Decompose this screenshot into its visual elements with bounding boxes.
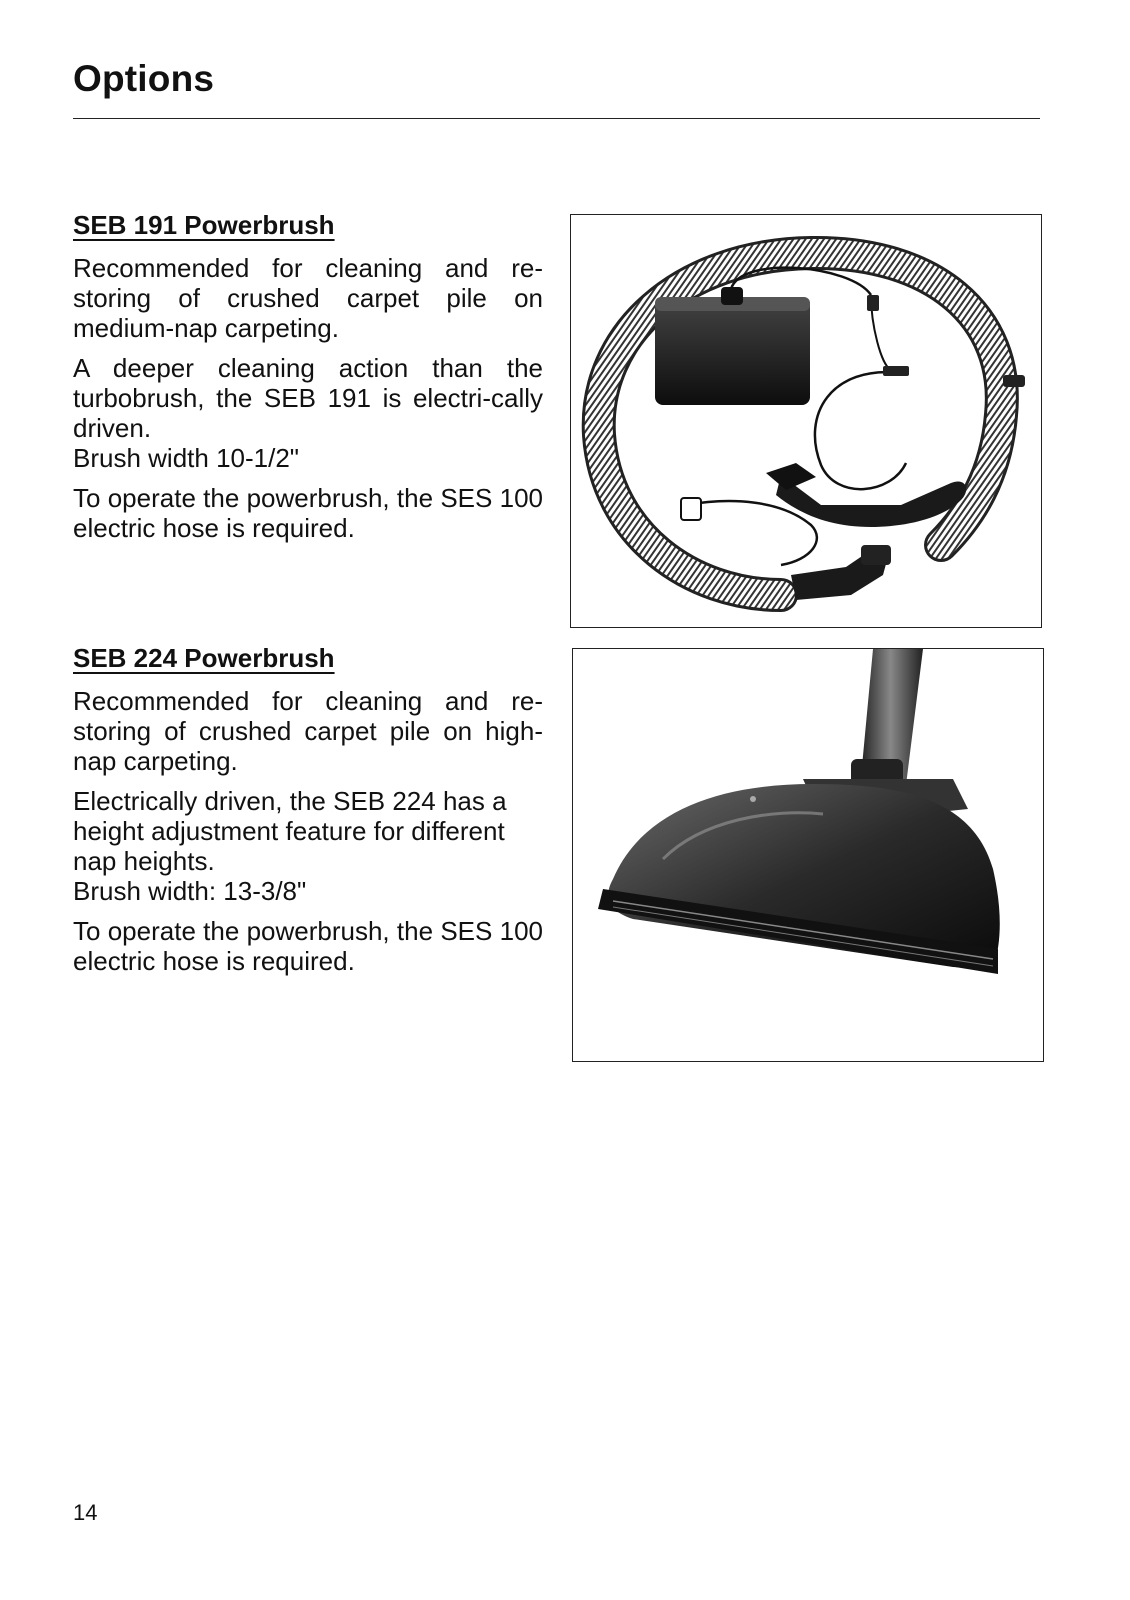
title-rule (73, 118, 1040, 119)
paragraph-requirement: To operate the powerbrush, the SES 100 electric hose is required. (73, 916, 543, 976)
page-title: Options (73, 58, 215, 99)
paragraph-recommendation: Recommended for cleaning and re-storing of crushed carpet pile on medium-nap carpeting. (73, 253, 543, 343)
seb-191-powerbrush-photo (570, 214, 1042, 628)
section-heading: SEB 224 Powerbrush (73, 643, 335, 673)
section-heading: SEB 191 Powerbrush (73, 210, 335, 240)
paragraph-description: Electrically driven, the SEB 224 has a height adjustment feature for different nap heights. (73, 786, 507, 876)
paragraph-brush-width: Brush width 10-1/2" (73, 443, 300, 473)
paragraph-description: A deeper cleaning action than the turbobrush, the SEB 191 is electri-cally driven. (73, 353, 543, 443)
page-number: 14 (73, 1500, 98, 1525)
paragraph-requirement: To operate the powerbrush, the SES 100 electric hose is required. (73, 483, 543, 543)
paragraph-brush-width: Brush width: 13-3/8" (73, 876, 307, 906)
power-unit (655, 297, 810, 405)
seb-224-powerbrush-photo (572, 648, 1044, 1062)
section-seb-191 (73, 210, 543, 543)
paragraph-recommendation: Recommended for cleaning and re-storing of crushed carpet pile on high-nap carpeting. (73, 686, 543, 776)
section-seb-224 (73, 643, 543, 976)
